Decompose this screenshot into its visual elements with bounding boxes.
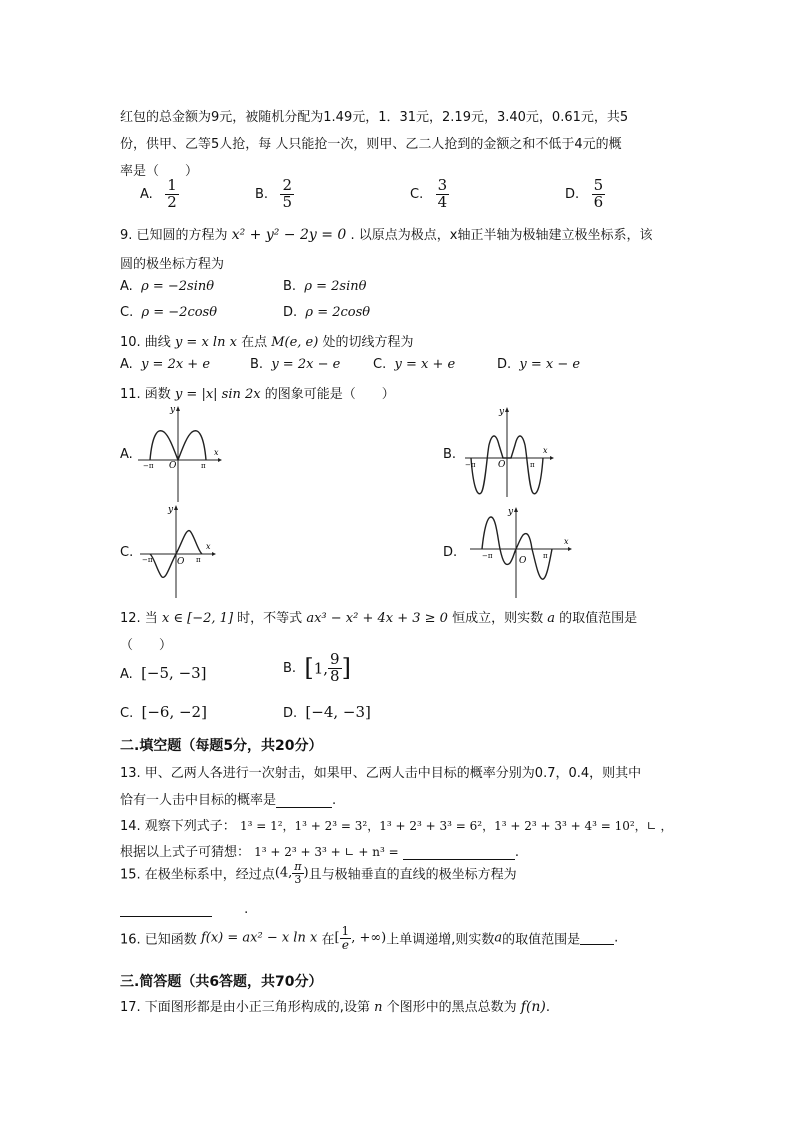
q15-stem: 15. 在极坐标系中，经过点(4, $\frac{\pi}{3}$ )且与极轴垂直的直线的极坐标方程为 <box>120 860 517 886</box>
x-label: x <box>214 448 219 457</box>
neg-pi-label: −π <box>143 462 154 470</box>
x-label: x <box>564 537 569 546</box>
q10-option-a[interactable]: A. y = 2x + e <box>120 357 211 372</box>
origin-label: O <box>498 460 506 470</box>
q10-option-b[interactable]: B. y = 2x − e <box>250 357 341 372</box>
pi-label: π <box>196 556 201 564</box>
q13-line1: 13. 甲、乙两人各进行一次射击，如果甲、乙两人击中目标的概率分别为0.7，0.4，则其中 <box>120 766 642 781</box>
q9-line2: 圆的极坐标方程为 <box>120 257 225 272</box>
y-axis-arrow <box>505 407 509 412</box>
y-axis-arrow <box>176 406 180 411</box>
q15-answer-blank[interactable] <box>120 904 212 917</box>
q12-option-c[interactable]: C. [−6, −2] <box>120 703 207 721</box>
x-label: x <box>206 542 211 551</box>
q9-option-a[interactable]: A. ρ = −2sinθ <box>120 279 215 294</box>
q8-option-a[interactable]: A. $\frac{1}{2}$ <box>140 176 177 211</box>
q13-line2: 恰有一人击中目标的概率是 . <box>120 793 337 808</box>
y-label: y <box>499 407 505 417</box>
q17-stem: 17. 下面图形都是由小正三角形构成的,设第 n 个图形中的黑点总数为 f(n). <box>120 999 551 1015</box>
q16-answer-blank[interactable] <box>580 932 614 945</box>
q11-graph-a[interactable] <box>138 402 228 504</box>
origin-label: O <box>519 556 527 566</box>
q9-equation: x² + y² − 2y = 0 <box>231 227 347 243</box>
q10-option-d[interactable]: D. y = x − e <box>497 357 581 372</box>
curve <box>482 517 552 579</box>
y-axis-arrow <box>174 505 178 510</box>
q8-option-d[interactable]: D. $\frac{5}{6}$ <box>565 176 604 211</box>
section-2-heading: 二.填空题（每题5分，共20分） <box>120 738 323 754</box>
q9-option-b[interactable]: B. ρ = 2sinθ <box>283 279 367 294</box>
q16-stem: 16. 已知函数 f(x) = ax² − x ln x 在[ $\frac{1}{e}$ , +∞)上单调递增,则实数a的取值范围是 . <box>120 924 619 952</box>
y-axis-arrow <box>514 507 518 512</box>
q14-answer-blank[interactable] <box>403 847 515 860</box>
q9-option-d[interactable]: D. ρ = 2cosθ <box>283 305 371 320</box>
q12-option-d[interactable]: D. [−4, −3] <box>283 703 371 721</box>
y-label: y <box>508 507 514 517</box>
x-axis-arrow <box>550 456 554 460</box>
q8-line1: 红包的总金额为9元，被随机分配为1.49元，1．31元，2.19元，3.40元，0.61元，共5 <box>120 110 629 125</box>
pi-label: π <box>543 552 548 560</box>
q14-line1: 14. 观察下列式子： 1³ = 1²，1³ + 2³ = 3²，1³ + 2³ + 3³ = 6²，1³ + 2³ + 3³ + 4³ = 10²，∟ ， <box>120 819 673 834</box>
q11-graph-c[interactable] <box>140 503 220 600</box>
q12-option-b[interactable]: B. [1, $\frac{9}{8}$ ] <box>283 650 351 685</box>
section-3-heading: 三.简答题（共6答题，共70分） <box>120 974 323 990</box>
q12-line2: （ ） <box>120 638 173 653</box>
q11-graph-d[interactable] <box>470 505 580 600</box>
q13-answer-blank[interactable] <box>276 795 332 808</box>
q11-label-d[interactable]: D. <box>443 545 458 560</box>
q12-stem: 12. 当 x ∈ [−2, 1] 时，不等式 ax³ − x² + 4x + 3 ≥ 0 恒成立，则实数 a 的取值范围是 <box>120 611 638 626</box>
neg-pi-label: −π <box>482 552 493 560</box>
y-label: y <box>170 405 176 415</box>
q11-stem: 11. 函数 y = |x| sin 2x 的图象可能是（ ） <box>120 387 395 402</box>
y-label: y <box>168 505 174 515</box>
q8-option-b[interactable]: B. $\frac{2}{5}$ <box>255 176 293 211</box>
q11-label-c[interactable]: C. <box>120 545 134 560</box>
q10-option-c[interactable]: C. y = x + e <box>373 357 456 372</box>
x-axis-arrow <box>568 547 572 551</box>
x-axis-arrow <box>218 458 222 462</box>
q10-stem: 10. 曲线 y = x ln x 在点 M(e, e) 处的切线方程为 <box>120 335 414 350</box>
pi-label: π <box>201 462 206 470</box>
q11-label-b[interactable]: B. <box>443 447 457 462</box>
pi-label: π <box>530 461 535 469</box>
q11-label-a[interactable]: A. <box>120 447 133 462</box>
q11-graph-b[interactable] <box>465 405 560 500</box>
q15-answer-line: . <box>120 902 248 917</box>
origin-label: O <box>169 461 177 471</box>
q8-line2: 份，供甲、乙等5人抢，每 人只能抢一次，则甲、乙二人抢到的金额之和不低于4元的概 <box>120 137 622 152</box>
origin-label: O <box>177 557 185 567</box>
q14-line2: 根据以上式子可猜想： 1³ + 2³ + 3³ + ∟ + n³ = . <box>120 845 519 860</box>
q8-option-c[interactable]: C. $\frac{3}{4}$ <box>410 176 448 211</box>
q9-option-c[interactable]: C. ρ = −2cosθ <box>120 305 218 320</box>
q9-line1: 9. 已知圆的方程为 x² + y² − 2y = 0 . 以原点为极点，x轴正半轴为极轴建立极坐标系，该 <box>120 227 653 243</box>
x-label: x <box>543 446 548 455</box>
q8-line3: 率是（ ） <box>120 164 199 179</box>
neg-pi-label: −π <box>465 461 476 469</box>
q12-option-a[interactable]: A. [−5, −3] <box>120 664 207 682</box>
neg-pi-label: −π <box>142 556 153 564</box>
x-axis-arrow <box>212 552 216 556</box>
